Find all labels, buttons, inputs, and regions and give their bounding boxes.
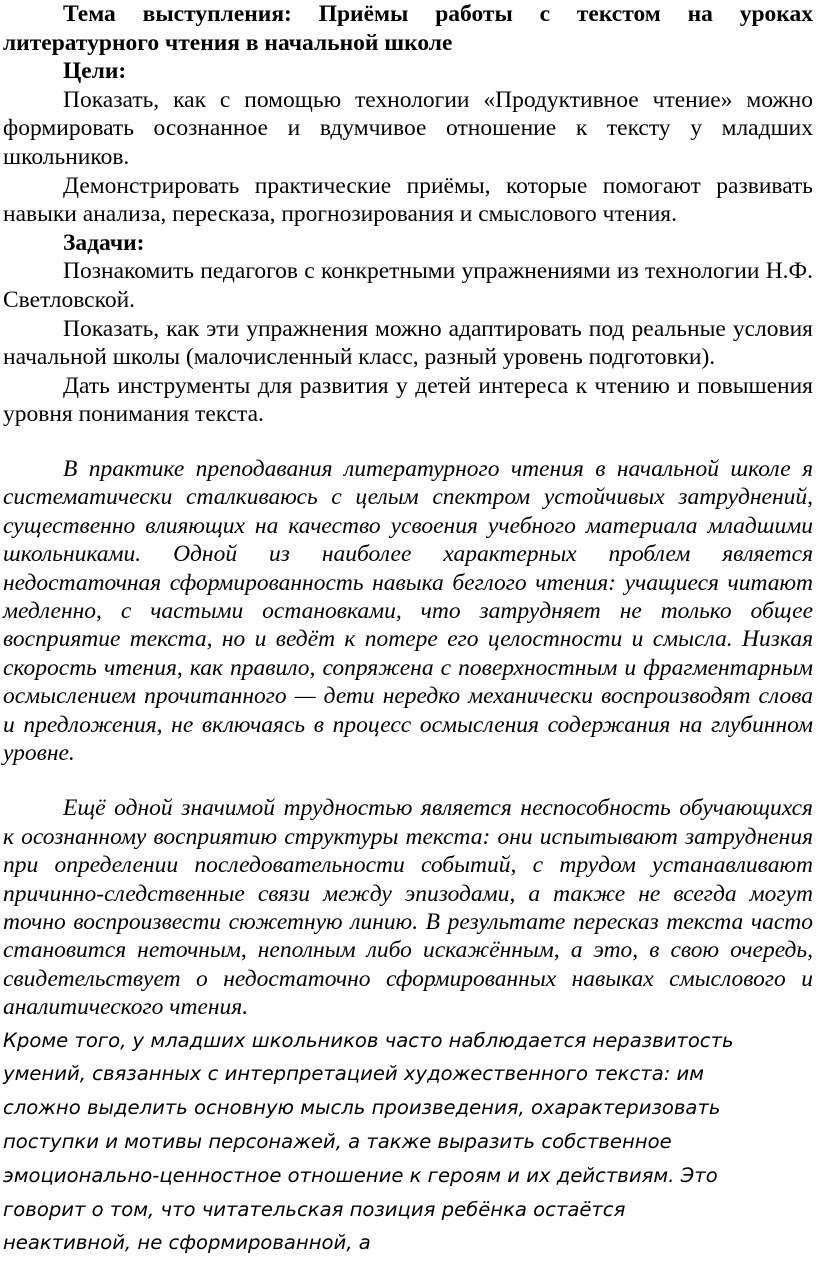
goal-item-2: Демонстрировать практические приёмы, которые помогают развивать навыки анализа, пересказа, прогнозирования и смыслового чтения. (3, 172, 813, 228)
topic-heading: Тема выступления: Приёмы работы с текстом на уроках литературного чтения в начальной школе (3, 1, 813, 56)
text-line: сложно выделить основную мысль произведения, охарактеризовать (3, 1096, 721, 1120)
paragraph-spacer (3, 429, 813, 455)
goal-item-1: Показать, как с помощью технологии «Продуктивное чтение» можно формировать осознанное и вдумчивое отношение к тексту у младших школьников. (3, 86, 813, 170)
text-line: поступки и мотивы персонажей, а также выразить собственное (3, 1130, 672, 1154)
text-line: неактивной, не сформированной, а (3, 1231, 371, 1255)
task-item-1: Познакомить педагогов с конкретными упражнениями из технологии Н.Ф. Светловской. (3, 258, 813, 313)
italic-paragraph-text-structure: Ещё одной значимой трудностью является неспособность обучающихся к осознанному восприятию структуры текста: они испытывают затруднения при определении последовательности событий, с трудом устанавливают причинно-следственные связи между эпизодами, а также не всегда могут точно воспроизвести сюжетную линию. В результате пересказ текста часто становится неточным, неполным либо искажённым, а это, в свою очередь, свидетельствует о недостаточно сформированных навыках смыслового и аналитического чтения. (3, 795, 813, 1021)
document-page (3, 0, 813, 1260)
tasks-heading: Задачи: (63, 229, 145, 256)
sans-paragraph-interpretation (3, 1022, 813, 1261)
text-line: умений, связанных с интерпретацией художественного текста: им (3, 1062, 705, 1086)
task-item-2: Показать, как эти упражнения можно адаптировать под реальные условия начальной школы (малочисленный класс, разный уровень подготовки). (3, 315, 813, 371)
italic-paragraph-reading-fluency: В практике преподавания литературного чтения в начальной школе я систематически сталкиваюсь с целым спектром устойчивых затруднений, существенно влияющих на качество усвоения учебного материала младшими школьниками. Одной из наиболее характерных проблем является недостаточная сформированность навыка беглого чтения: учащиеся читают медленно, с частыми остановками, что затрудняет не только общее восприятие текста, но и ведёт к потере его целостности и смысла. Низкая скорость чтения, как правило, сопряжена с поверхностным и фрагментарным осмыслением прочитанного — дети нередко механически воспроизводят слова и предложения, не включаясь в процесс осмысления содержания на глубинном уровне. (3, 455, 813, 766)
text-line: эмоционально-ценностное отношение к героям и их действиям. Это (3, 1163, 718, 1187)
text-line: говорит о том, что читательская позиция ребёнка остаётся (3, 1197, 626, 1221)
task-item-3: Дать инструменты для развития у детей интереса к чтению и повышения уровня понимания текста. (3, 372, 813, 428)
paragraph-spacer (3, 767, 813, 794)
text-line: Кроме того, у младших школьников часто наблюдается неразвитость (3, 1028, 734, 1052)
goals-heading: Цели: (63, 58, 127, 85)
